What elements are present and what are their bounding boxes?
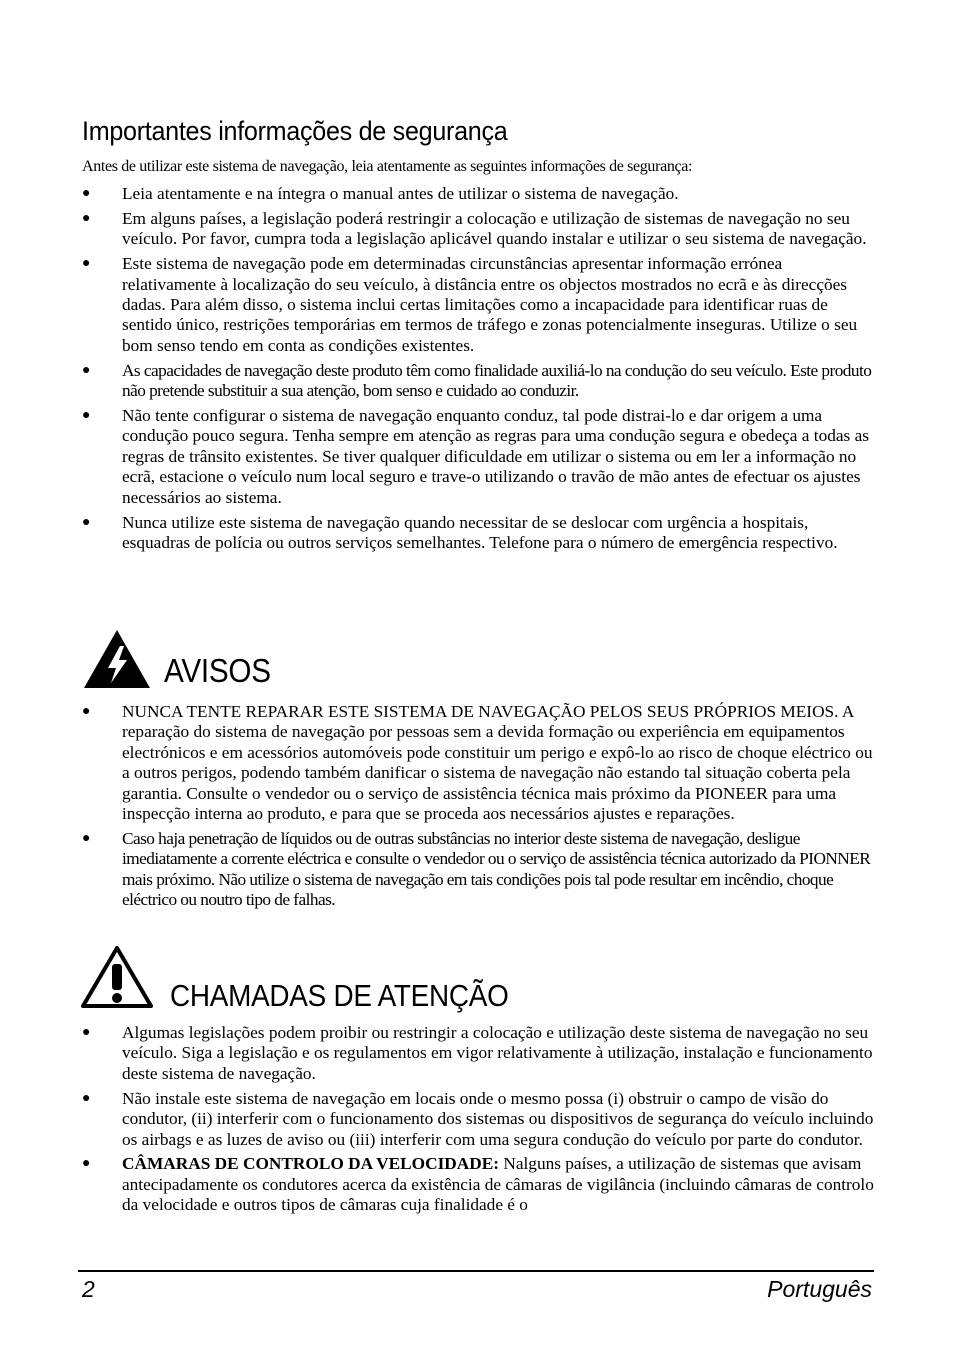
list-item: ● Não instale este sistema de navegação em locais onde o mesmo possa (i) obstruir o campo de visão do condutor, (ii) interferir com o funcionamento dos sistemas ou dispositivos de segurança do veículo incluindo os airbags e as luzes de aviso ou (iii) interferir com uma segura condução do veículo por parte do condutor.: [82, 1088, 874, 1149]
list-item: ● As capacidades de navegação deste produto têm como finalidade auxiliá-lo na condução do seu veículo. Este produto não pretende substituir a sua atenção, bom senso e cuidado ao conduzir.: [82, 360, 872, 401]
bullet-icon: ●: [82, 256, 91, 272]
bullet-icon: ●: [82, 1090, 91, 1106]
section-title-avisos: AVISOS: [164, 652, 271, 689]
bullet-icon: ●: [82, 514, 91, 530]
list-item: ● CÂMARAS DE CONTROLO DA VELOCIDADE: Nalguns países, a utilização de sistemas que avisam antecipadamente os condutores acerca da existência de câmaras de vigilância (incluindo câmaras de controlo da velocidade e outros tipos de câmaras cuja finalidade é o: [82, 1154, 874, 1215]
bullet-icon: ●: [82, 186, 91, 201]
list-item: ● NUNCA TENTE REPARAR ESTE SISTEMA DE NAVEGAÇÃO PELOS SEUS PRÓPRIOS MEIOS. A reparação do sistema de navegação por pessoas sem a devida formação ou experiência em equipamentos electrónicos e em acessórios automóveis pode constituir um perigo e expô-lo ao risco de choque eléctrico ou a outros perigos, podendo também danificar o sistema de navegação não estando tal situação coberta pela garantia. Consulte o vendedor ou o serviço de assistência técnica mais próximo da PIONEER para uma inspecção interna ao produto, e para que se proceda aos necessários ajustes e reparações.: [82, 702, 873, 824]
list-item: ● Em alguns países, a legislação poderá restringir a colocação e utilização de sistemas de navegação no seu veículo. Por favor, cumpra toda a legislação aplicável quando instalar e utilizar o seu sistema de navegação.: [82, 208, 867, 249]
bullet-icon: ●: [82, 408, 91, 424]
page-number: 2: [82, 1276, 95, 1302]
section-title-safety: Importantes informações de segurança: [82, 116, 508, 146]
exclamation-triangle-icon: [80, 944, 154, 1010]
bullet-icon: ●: [82, 362, 91, 378]
list-item: ● Nunca utilize este sistema de navegação quando necessitar de se deslocar com urgência a hospitais, esquadras de polícia ou outros serviços semelhantes. Telefone para o número de emergência respectivo.: [82, 512, 838, 552]
bullet-icon: ●: [82, 1025, 91, 1040]
safety-list: [82, 184, 874, 558]
bullet-icon: ●: [82, 704, 91, 719]
bullet-icon: ●: [82, 830, 91, 846]
intro-text: Antes de utilizar este sistema de navegação, leia atentamente as seguintes informações de segurança:: [82, 158, 693, 175]
list-item: ● Algumas legislações podem proibir ou restringir a colocação e utilização deste sistema de navegação no seu veículo. Siga a legislação e os regulamentos em vigor relativamente à utilização, instalação e funcionamento deste sistema de navegação.: [82, 1023, 873, 1083]
list-item: ● Caso haja penetração de líquidos ou de outras substâncias no interior deste sistema de navegação, desligue imediatamente a corrente eléctrica e consulte o vendedor ou o serviço de assistência técnica autorizado da PIONNER mais próximo. Não utilize o sistema de navegação em tais condições pois tal pode resultar em incêndio, choque eléctrico ou noutro tipo de falhas.: [82, 828, 871, 910]
attention-list: [82, 1023, 874, 1220]
list-item: ● Este sistema de navegação pode em determinadas circunstâncias apresentar informação errónea relativamente à localização do seu veículo, à distância entre os objectos mostrados no ecrã e às direcções dadas. Para além disso, o sistema inclui certas limitações como a incapacidade para identificar ruas de sentido único, restrições temporárias em termos de tráfego e zonas potencialmente inseguras. Utilize o seu bom senso tendo em conta as condições existentes.: [82, 254, 858, 355]
list-item: ● Não tente configurar o sistema de navegação enquanto conduz, tal pode distrai-lo e dar origem a uma condução pouco segura. Tenha sempre em atenção as regras para uma condução segura e obedeça a todas as regras de trânsito existentes. Se tiver qualquer dificuldade em utilizar o sistema ou em ler a informação no ecrã, estacione o veículo num local seguro e trave-o utilizando o travão de mão antes de efectuar os ajustes necessários ao sistema.: [82, 406, 869, 507]
list-item: ● Leia atentamente e na íntegra o manual antes de utilizar o sistema de navegação.: [82, 184, 679, 203]
avisos-list: [82, 702, 874, 915]
bullet-icon: ●: [82, 210, 91, 226]
page-language: Português: [767, 1276, 872, 1302]
speed-camera-heading: CÂMARAS DE CONTROLO DA VELOCIDADE:: [122, 1154, 500, 1174]
bullet-icon: ●: [82, 1156, 91, 1172]
footer-divider: [78, 1270, 874, 1272]
electric-shock-warning-icon: [82, 628, 152, 690]
section-title-attention: CHAMADAS DE ATENÇÃO: [170, 978, 509, 1013]
